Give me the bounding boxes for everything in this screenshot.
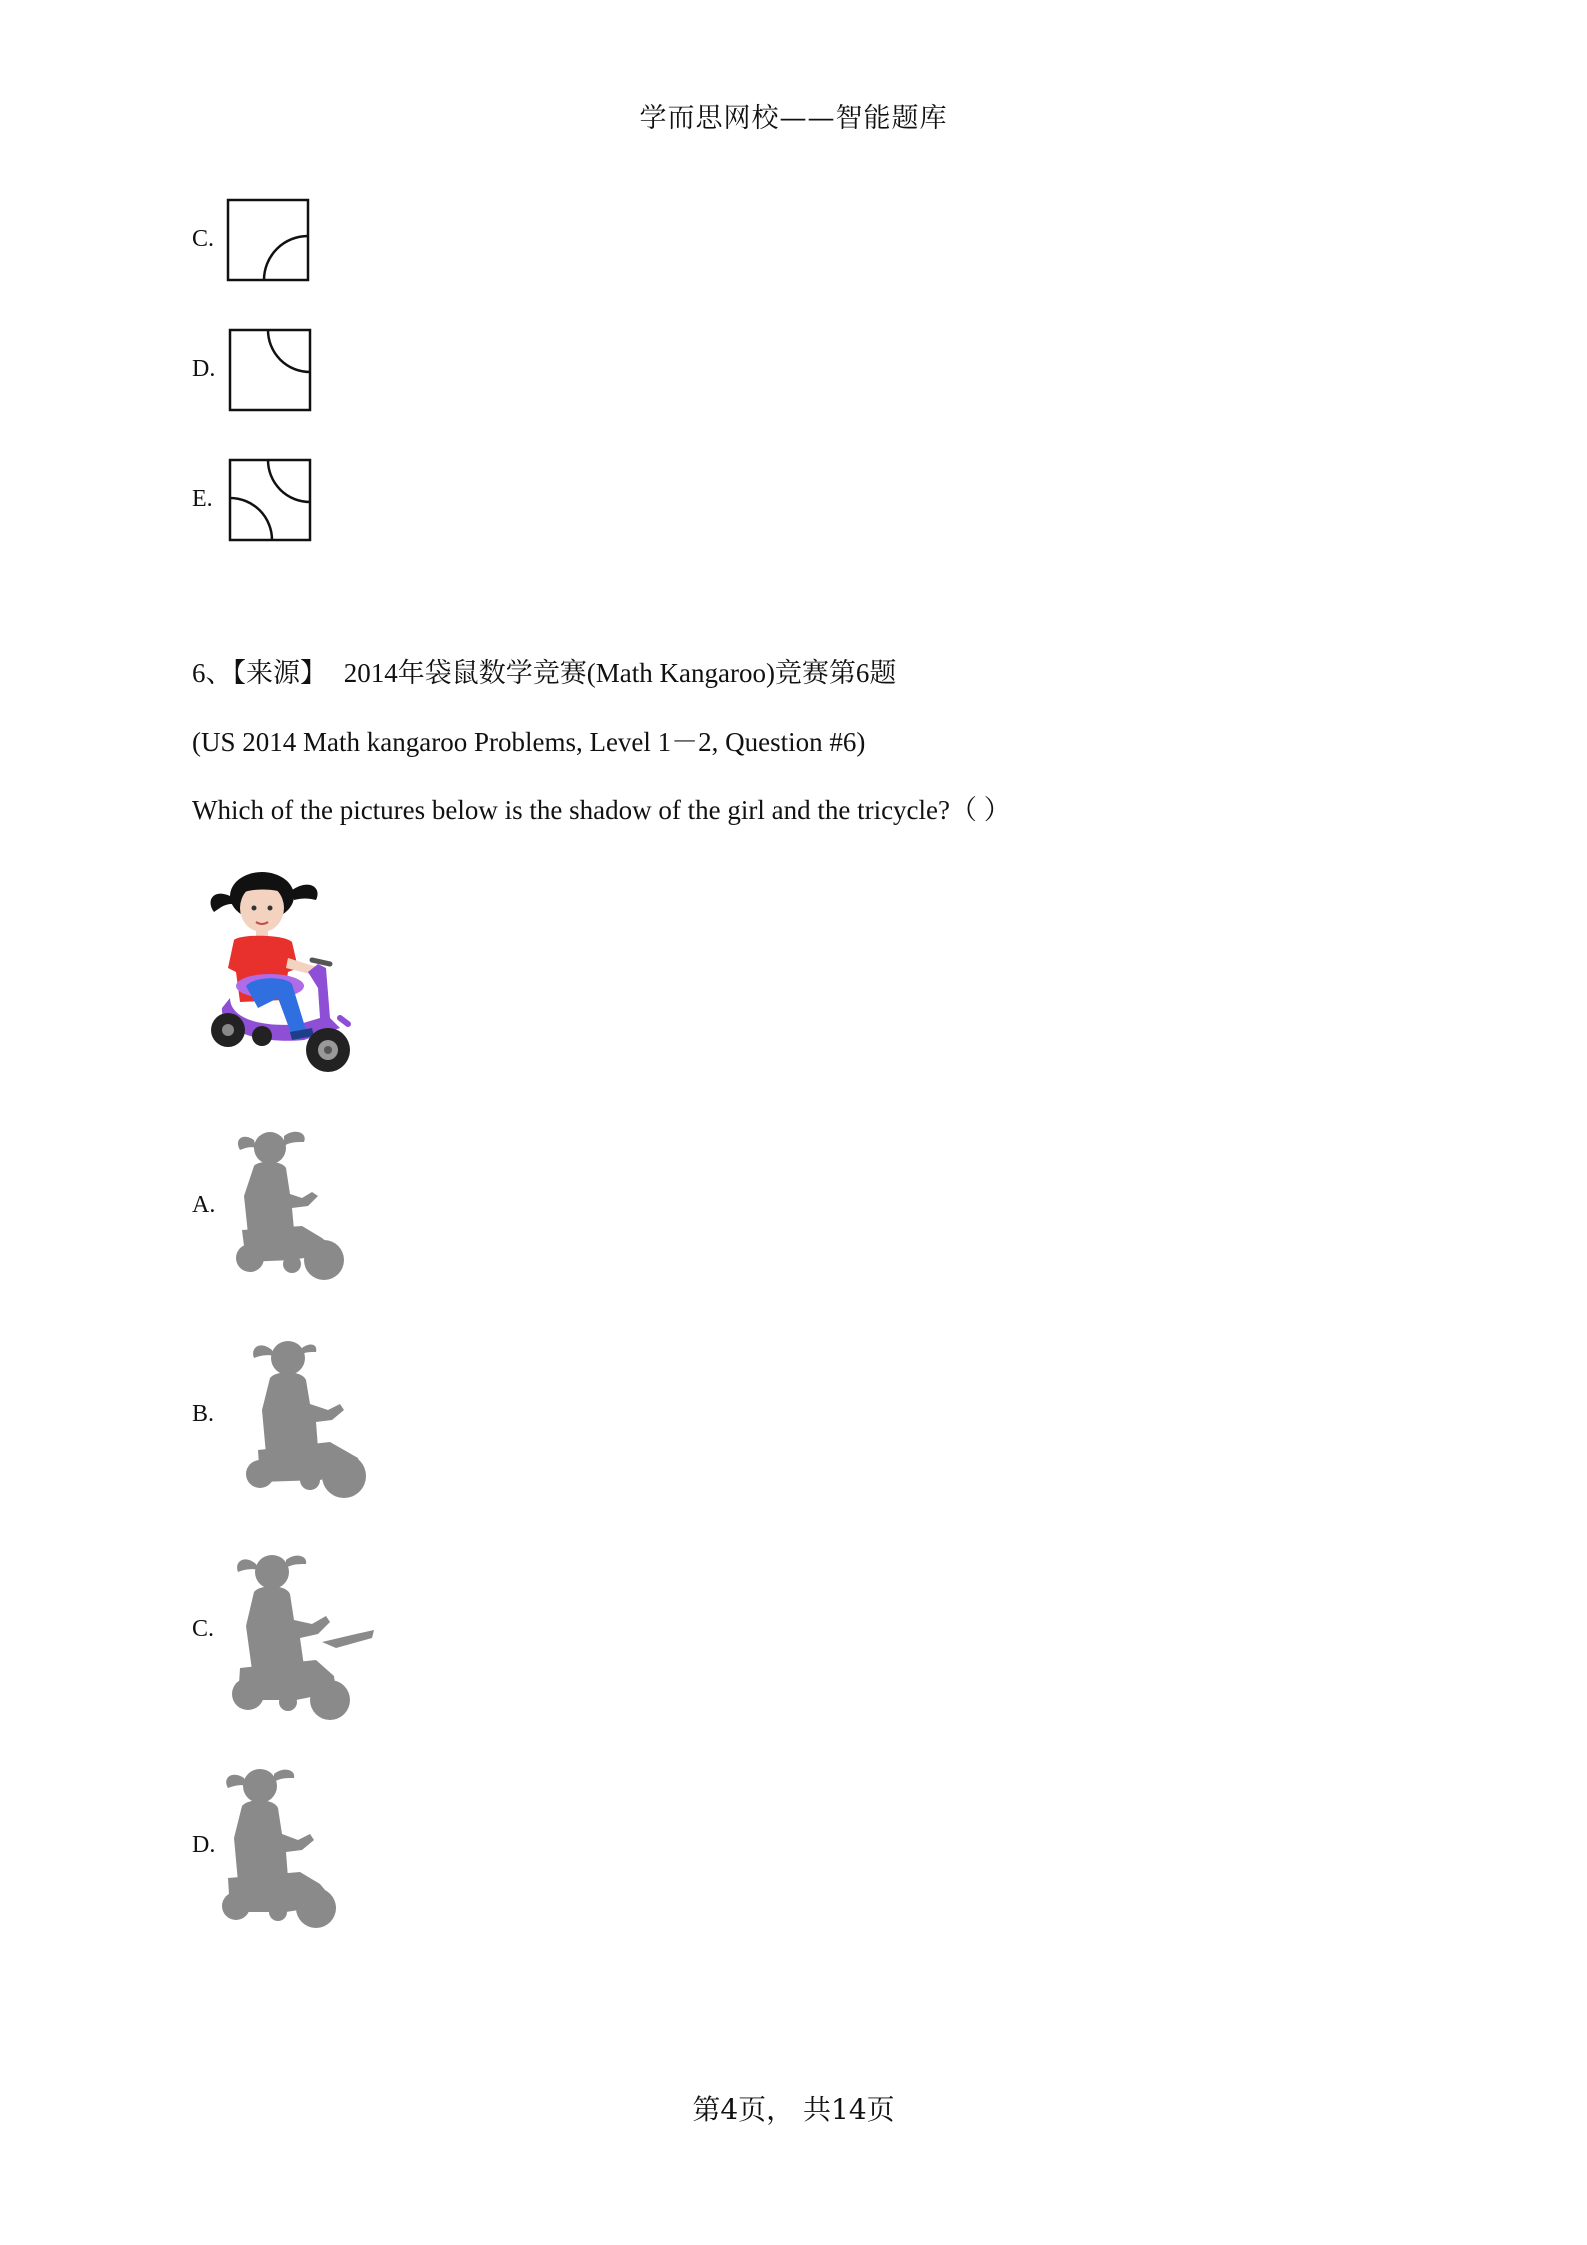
shadow-silhouette-a-icon (232, 1126, 348, 1282)
page-footer-number: 第4页， 共14页 (692, 2093, 895, 2126)
question-prompt: Which of the pictures below is the shadow of the girl and the tricycle?（ ） (192, 795, 1011, 825)
option-label-c: C. (192, 1616, 215, 1642)
option-label-b: B. (192, 1401, 215, 1427)
page-header-title: 学而思网校——智能题库 (639, 103, 948, 134)
option-label-d-prev: D. (192, 356, 216, 382)
girl-on-tricycle-image (200, 868, 370, 1078)
option-label-a: A. (192, 1192, 216, 1218)
square-two-arcs-icon (228, 458, 312, 542)
shadow-silhouette-c-icon (226, 1546, 376, 1722)
option-label-d: D. (192, 1832, 216, 1858)
question-source-tag: 【来源】 (232, 658, 327, 688)
option-label-e-prev: E. (192, 486, 213, 512)
question-number: 6、 (192, 658, 233, 688)
shadow-silhouette-b-icon (240, 1330, 376, 1500)
shadow-silhouette-d-icon (220, 1760, 356, 1932)
question-source-detail: (US 2014 Math kangaroo Problems, Level 1－2, Question #6) (192, 727, 866, 757)
question-source-line (192, 651, 896, 690)
option-label-c-prev: C. (192, 226, 215, 252)
square-arc-top-right-icon (228, 328, 312, 412)
square-arc-bottom-right-icon (226, 198, 310, 282)
question-source-text: 2014年袋鼠数学竞赛(Math Kangaroo)竞赛第6题 (343, 658, 897, 688)
